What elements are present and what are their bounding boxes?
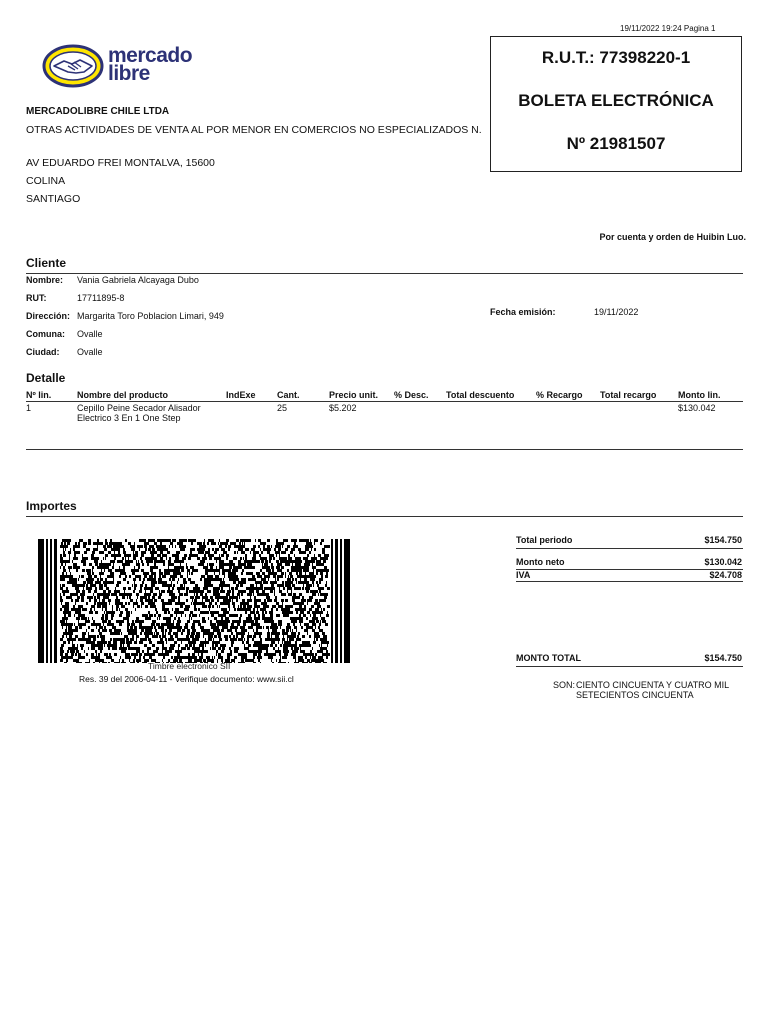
col-header-total-discount: Total descuento [446,390,515,400]
totals-divider-3 [516,581,743,582]
totals-divider-1 [516,548,743,549]
cliente-section-title: Cliente [26,256,67,270]
mercadolibre-logo [42,44,212,90]
cliente-divider [26,273,743,274]
col-header-line: Nº lin. [26,390,52,400]
row-qty: 25 [277,403,288,413]
col-header-indexe: IndExe [226,390,256,400]
col-header-unit-price: Precio unit. [329,390,379,400]
amount-words-label: SON: [553,680,576,690]
col-header-discount-pct: % Desc. [394,390,429,400]
on-behalf-note: Por cuenta y orden de Huibin Luo. [599,232,746,242]
row-product-line1: Cepillo Peine Secador Alisador [77,403,201,413]
logo-word-libre: libre [108,62,150,85]
total-period-value: $154.750 [704,535,742,545]
amount-words-line2: SETECIENTOS CINCUENTA [576,690,694,700]
document-number: Nº 21981507 [566,134,666,153]
client-name-label: Nombre: [26,275,64,285]
client-commune-label: Comuna: [26,329,65,339]
timbre-resolution: Res. 39 del 2006-04-11 - Verifique documento: www.sii.cl [79,674,294,684]
col-header-product: Nombre del producto [77,390,169,400]
row-line-amount: $130.042 [678,403,716,413]
company-address: AV EDUARDO FREI MONTALVA, 15600 [26,157,215,169]
grand-total-value: $154.750 [704,653,742,663]
row-line-number: 1 [26,403,32,413]
issue-date-label: Fecha emisión: [490,307,556,317]
company-activity: OTRAS ACTIVIDADES DE VENTA AL POR MENOR EN COMERCIOS NO ESPECIALIZADOS N. [26,124,482,136]
company-name: MERCADOLIBRE CHILE LTDA [26,106,170,117]
detalle-section-title: Detalle [26,371,66,385]
document-id-box [490,36,742,172]
handshake-icon [42,44,104,88]
client-city-label: Ciudad: [26,347,60,357]
net-amount-label: Monto neto [516,557,565,567]
col-header-total-surcharge: Total recargo [600,390,657,400]
company-commune: COLINA [26,175,66,187]
document-type: BOLETA ELECTRÓNICA [518,91,714,110]
col-header-line-amount: Monto lin. [678,390,721,400]
grand-total-label: MONTO TOTAL [516,653,581,663]
print-timestamp: 19/11/2022 19:24 Pagina 1 [620,24,716,33]
col-header-qty: Cant. [277,390,300,400]
client-commune-value: Ovalle [77,329,103,339]
client-name-value: Vania Gabriela Alcayaga Dubo [77,275,199,285]
table-bottom-divider [26,449,743,450]
logo-word-mercado: mercado [108,44,193,67]
grand-total-divider [516,666,743,667]
total-period-label: Total periodo [516,535,573,545]
iva-label: IVA [516,570,531,580]
client-city-value: Ovalle [77,347,103,357]
row-product-line2: Electrico 3 En 1 One Step [77,413,181,423]
client-address-label: Dirección: [26,311,71,321]
client-rut-label: RUT: [26,293,47,303]
iva-value: $24.708 [709,570,742,580]
timbre-barcode [38,539,350,663]
row-unit-price: $5.202 [329,403,357,413]
client-rut-value: 17711895-8 [77,293,125,303]
net-amount-value: $130.042 [704,557,742,567]
issue-date-value: 19/11/2022 [594,307,639,317]
company-city: SANTIAGO [26,193,81,205]
client-address-value: Margarita Toro Poblacion Limari, 949 [77,311,224,321]
amount-words-line1: CIENTO CINCUENTA Y CUATRO MIL [576,680,730,690]
timbre-label: Timbre electronico SII [148,661,231,671]
importes-section-title: Importes [26,499,77,513]
importes-divider [26,516,743,517]
issuer-rut: R.U.T.: 77398220-1 [541,48,691,67]
table-header-divider [26,401,743,402]
col-header-surcharge-pct: % Recargo [536,390,583,400]
